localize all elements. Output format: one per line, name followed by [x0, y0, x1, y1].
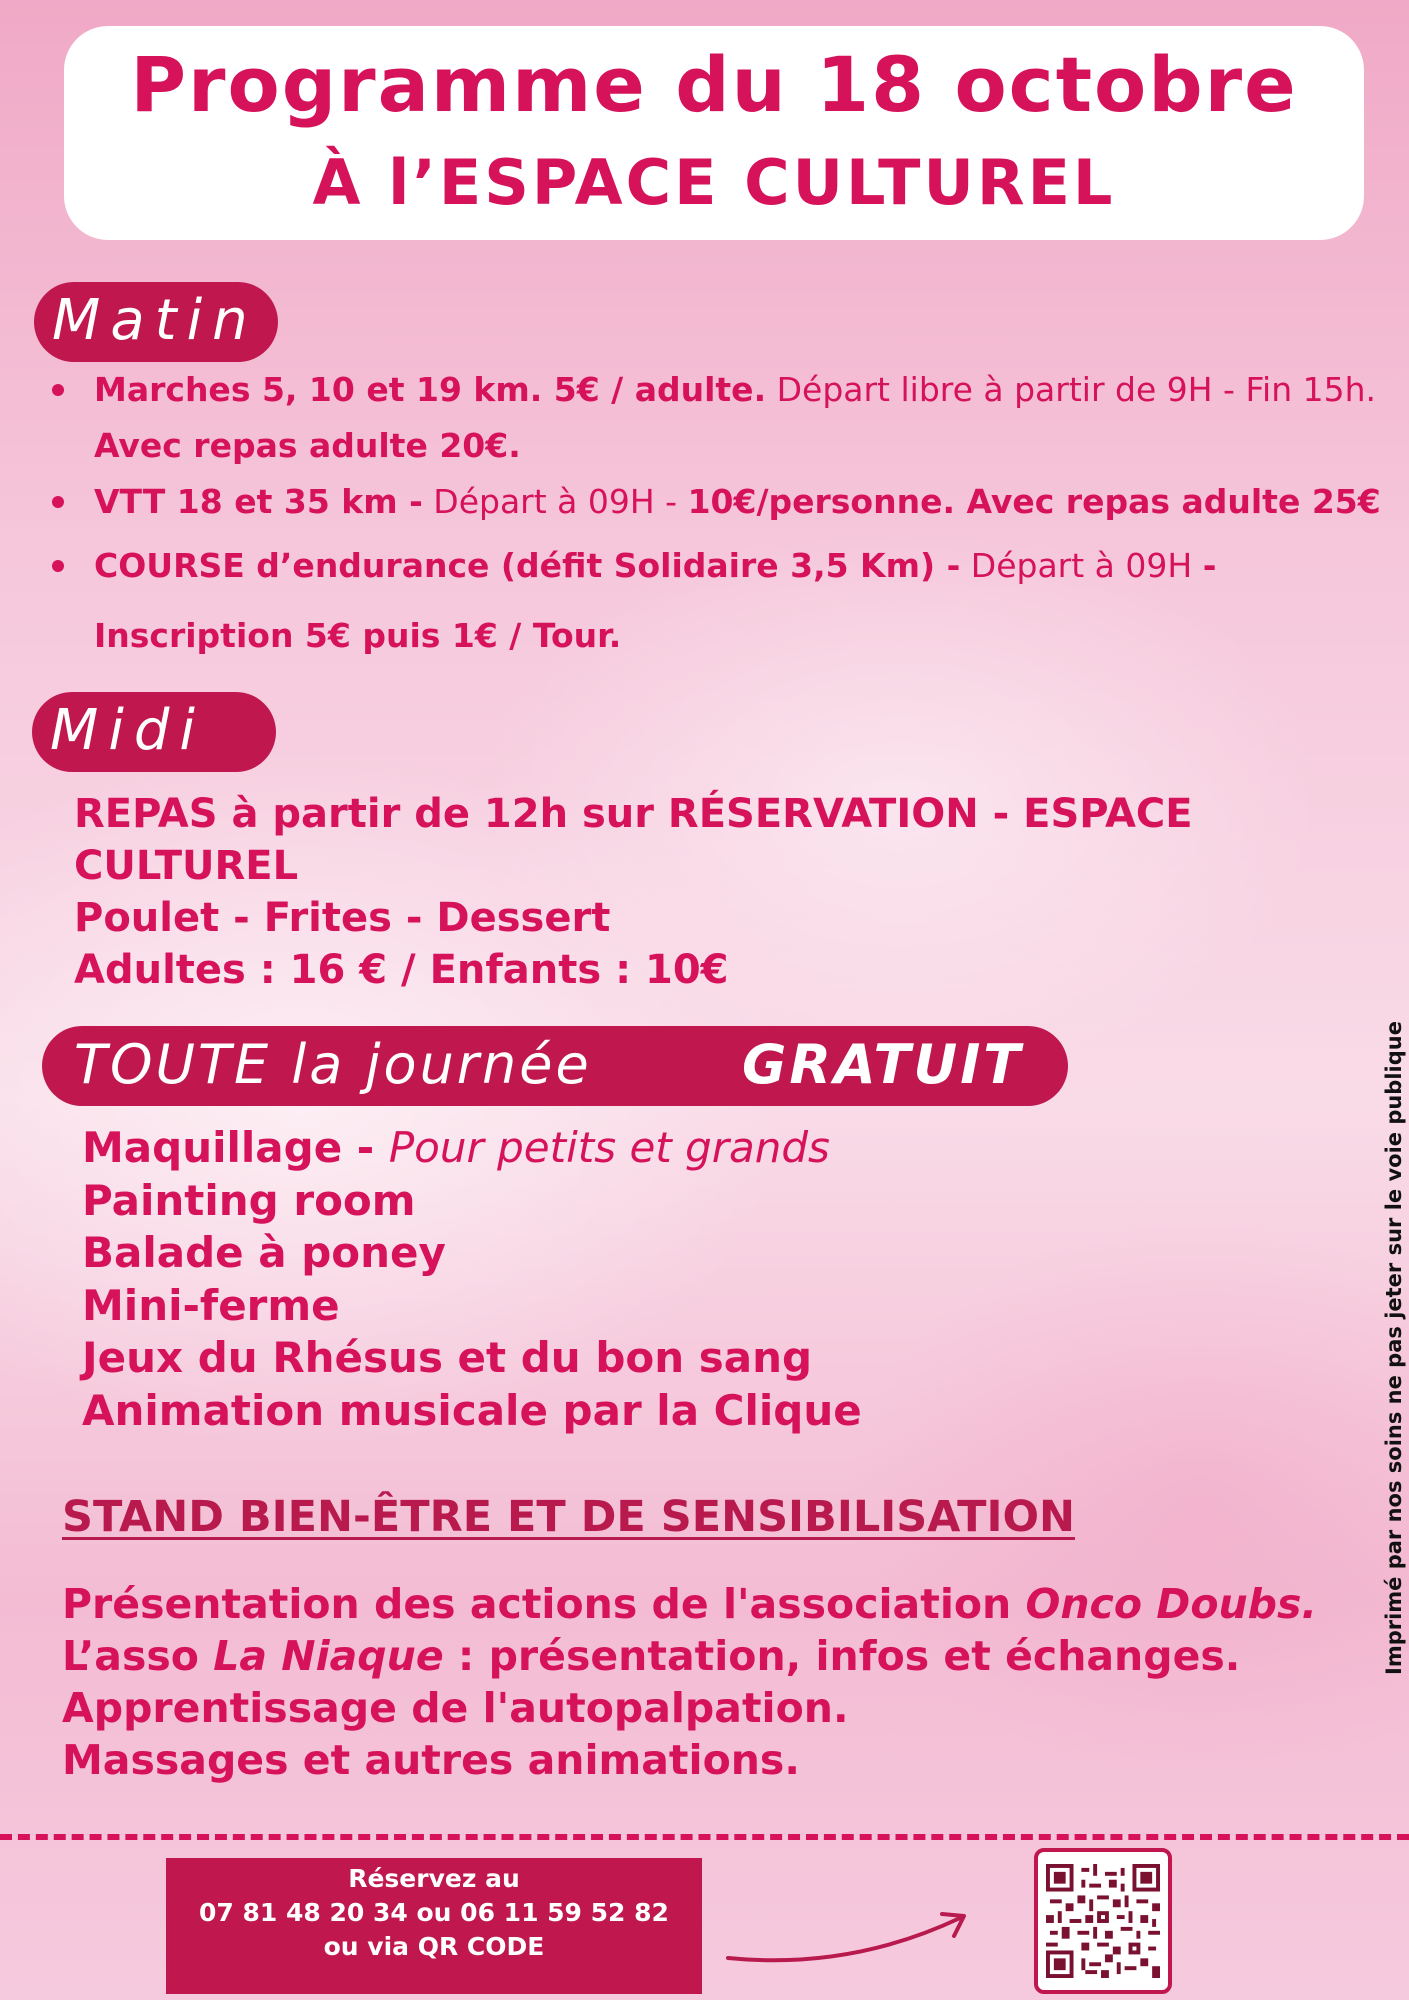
bullet-icon [52, 496, 64, 508]
list-item: Balade à poney [82, 1228, 446, 1277]
stand-details [62, 1578, 1362, 1786]
midi-line: Adultes : 16 € / Enfants : 10€ [74, 947, 729, 993]
journee-list [82, 1122, 1282, 1437]
list-item-bold: Avec repas adulte 20€. [94, 426, 521, 465]
stand-line [62, 1630, 1362, 1682]
list-item: Jeux du Rhésus et du bon sang [82, 1333, 813, 1382]
list-item-detail: Départ libre à partir de 9H - Fin 15h. [766, 370, 1376, 409]
list-item: Animation musicale par la Clique [82, 1385, 862, 1435]
stand-association-name: Onco Doubs. [1025, 1580, 1318, 1628]
journee-label: TOUTE la journée [74, 1033, 592, 1096]
list-item-bold: COURSE d’endurance (défit Solidaire 3,5 Km) - [94, 546, 961, 585]
reservation-box [166, 1858, 702, 1994]
gratuit-label: GRATUIT [742, 1033, 1024, 1096]
list-item-detail: Départ à 09H [960, 546, 1203, 585]
side-note [1382, 1018, 1406, 1678]
arrow-right-icon [720, 1900, 980, 1970]
section-label-journee [42, 1026, 1068, 1106]
midi-line: REPAS à partir de 12h sur RÉSERVATION - ESPACE [74, 791, 1193, 837]
page-title: Programme du 18 octobre [130, 40, 1298, 129]
list-item: Mini-ferme [82, 1280, 340, 1330]
section-label-matin: Matin [34, 282, 278, 362]
midi-line: Poulet - Frites - Dessert [74, 895, 611, 941]
page-subtitle: À l’ESPACE CULTUREL [312, 146, 1116, 219]
qr-code-icon[interactable] [1034, 1848, 1172, 1994]
list-item-bold: Marches 5, 10 et 19 km. 5€ / adulte. [94, 370, 767, 409]
bullet-icon [52, 560, 64, 572]
stand-text: : présentation, infos et échanges. [443, 1632, 1241, 1680]
midi-details [74, 788, 1274, 996]
stand-text: L’asso [62, 1632, 214, 1680]
side-note-text: Imprimé par nos soins ne pas jeter sur le voie publique [1382, 1021, 1406, 1675]
stand-line: Apprentissage de l'autopalpation. [62, 1684, 849, 1732]
stand-title: STAND BIEN-ÊTRE ET DE SENSIBILISATION [62, 1492, 1075, 1542]
stand-text: Présentation des actions de l'association [62, 1580, 1026, 1628]
list-item-bold: Inscription 5€ puis 1€ / Tour. [94, 616, 622, 655]
list-item-detail: Pour petits et grands [388, 1123, 830, 1172]
list-item-bold: 10€/personne. Avec repas adulte 25€ [687, 482, 1381, 521]
list-item-bold: - [1202, 546, 1217, 585]
list-item [82, 1122, 1282, 1175]
reservation-line: ou via QR CODE [323, 1932, 545, 1961]
reservation-line: Réservez au [348, 1864, 520, 1893]
list-item-bold: Maquillage - [82, 1123, 389, 1172]
qr-code-pattern [1046, 1862, 1160, 1980]
bullet-icon [52, 384, 64, 396]
reservation-phones: 07 81 48 20 34 ou 06 11 59 52 82 [199, 1898, 669, 1927]
stand-association-name: La Niaque [213, 1632, 444, 1680]
section-label-midi: Midi [32, 692, 276, 772]
stand-line: Massages et autres animations. [62, 1736, 800, 1784]
stand-line [62, 1578, 1362, 1630]
list-item: Painting room [82, 1175, 416, 1225]
midi-line: CULTUREL [74, 843, 299, 889]
footer-divider [0, 1834, 1409, 1840]
list-item-bold: VTT 18 et 35 km - [94, 482, 423, 521]
list-item-detail: Départ à 09H - [422, 482, 688, 521]
